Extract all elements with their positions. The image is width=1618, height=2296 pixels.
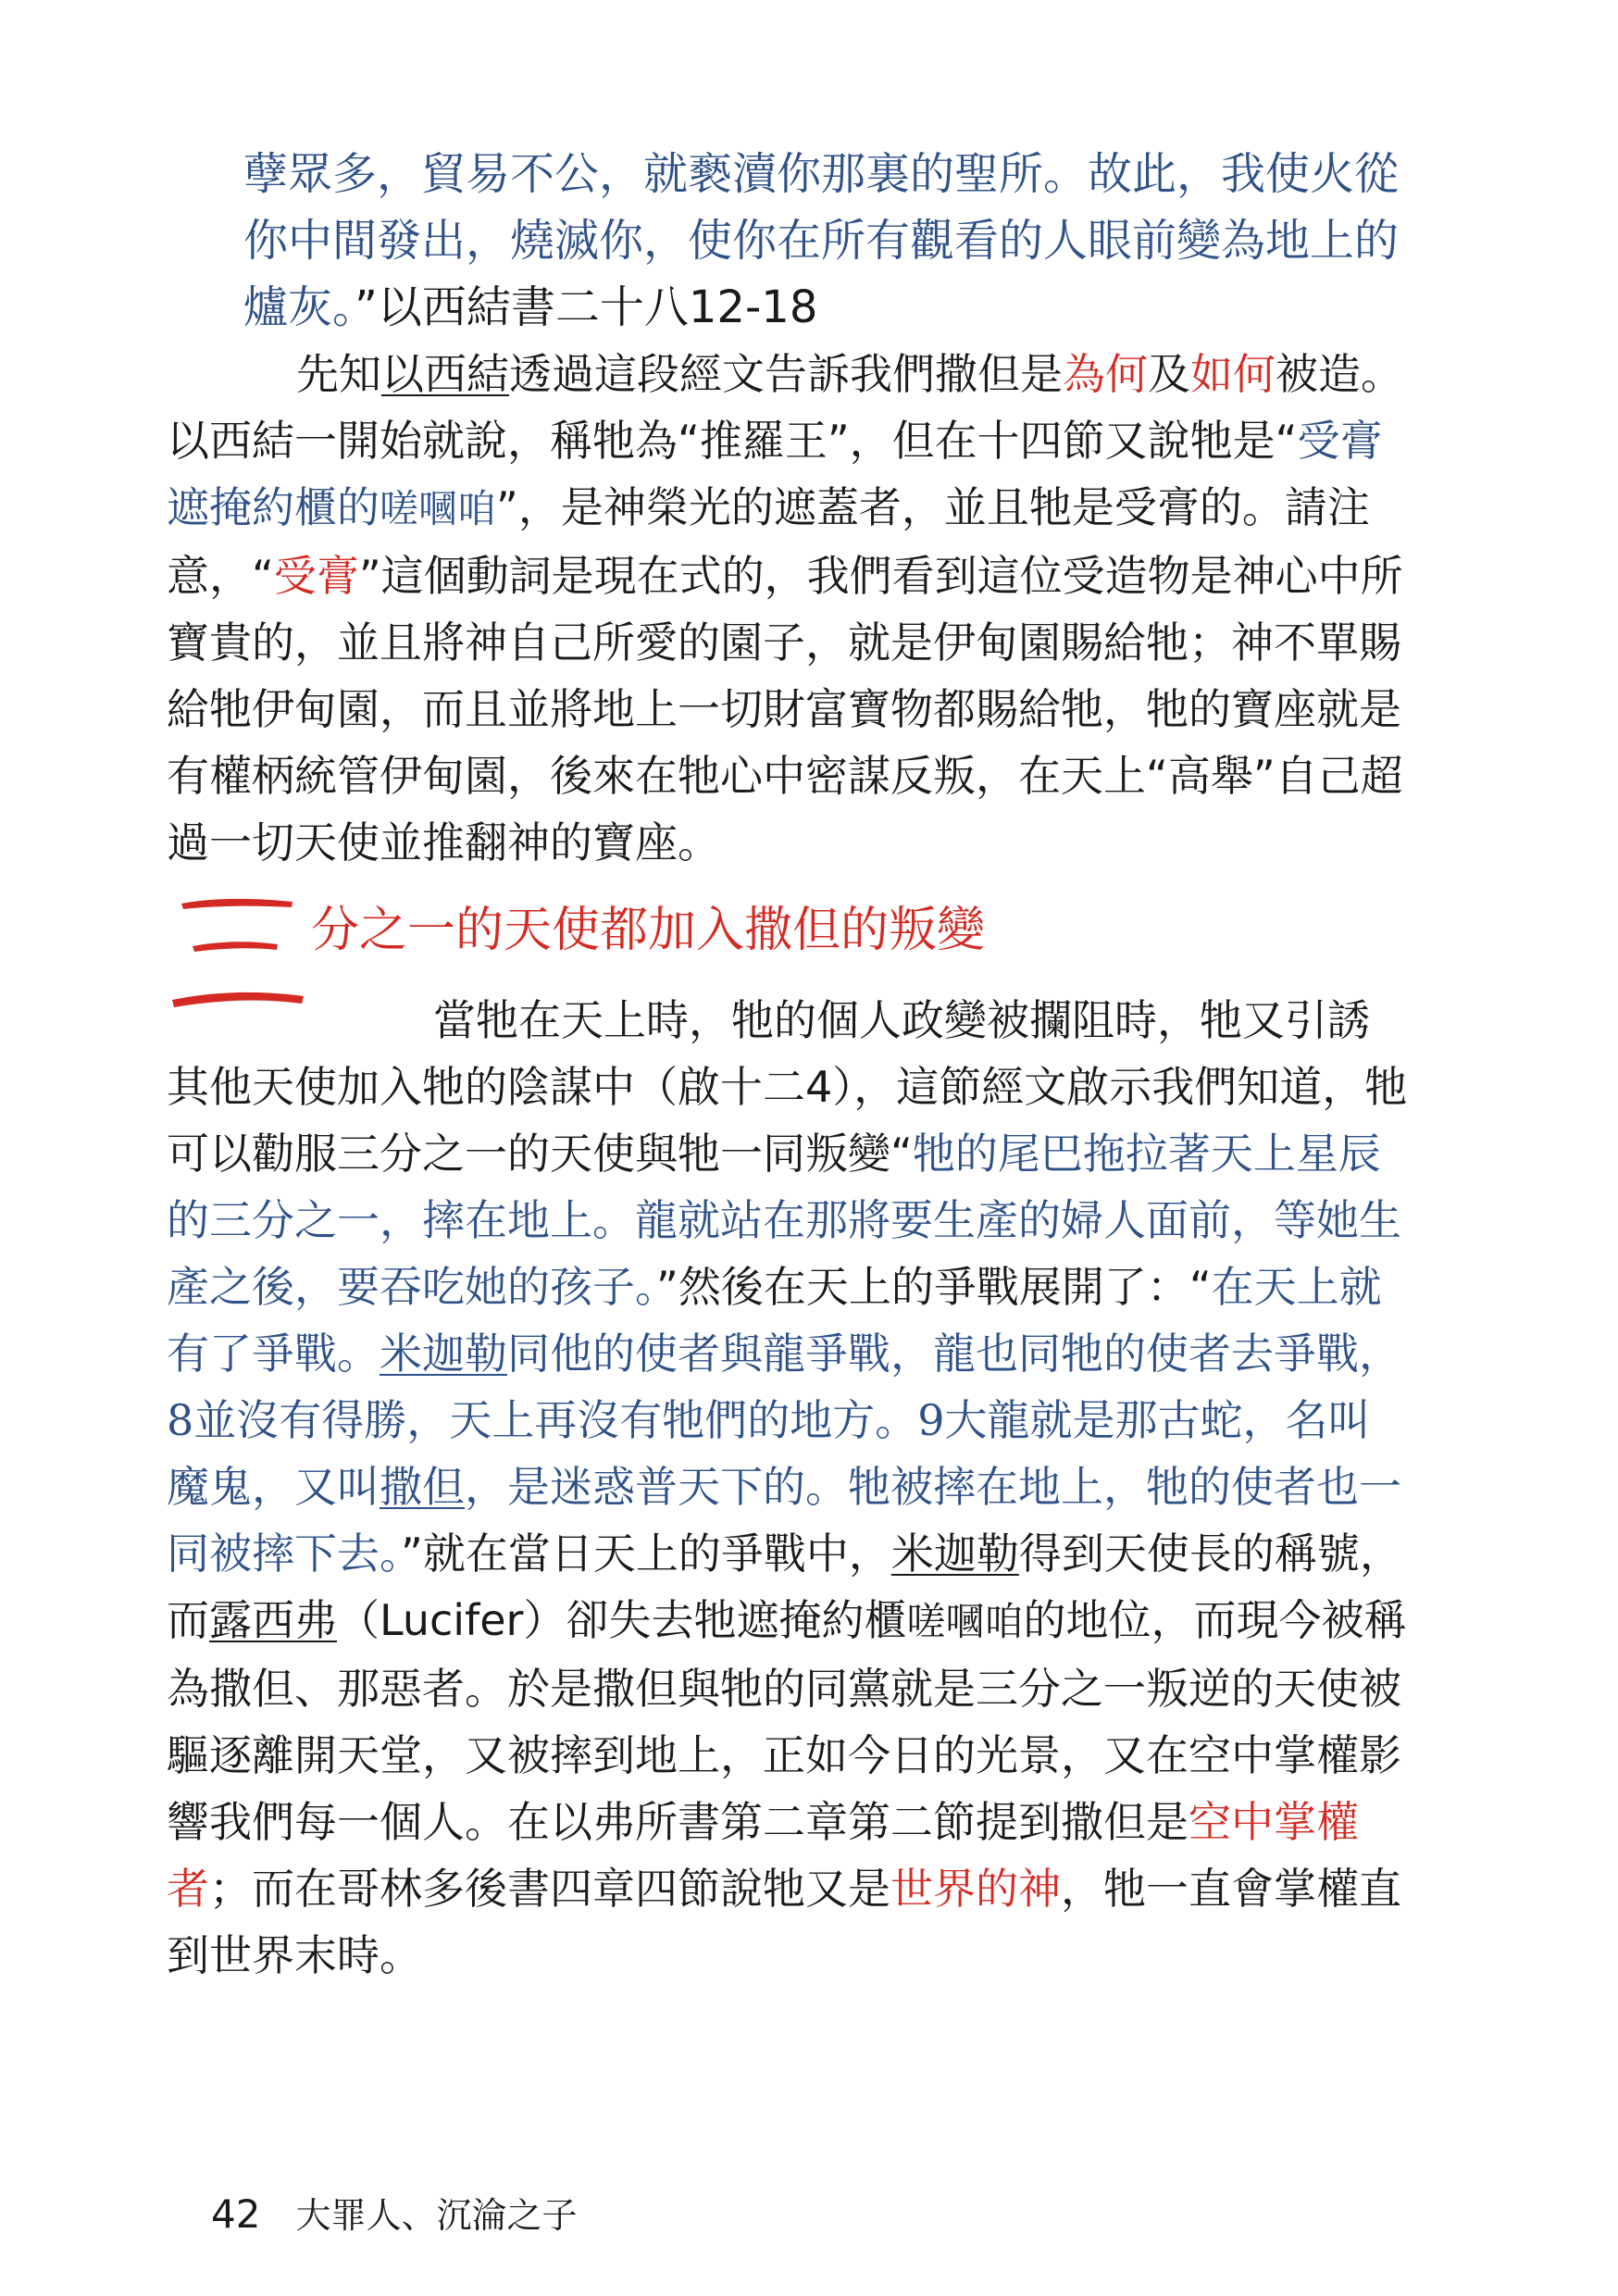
text-run: ；而在哥林多後書四章四節說牠又是 (209, 1864, 890, 1914)
scripture-quote-war: ，是迷惑普天下的。牠被摔在地上，牠的使者也一同被摔下去。 (167, 1462, 1401, 1578)
text-run: 得到天使長的稱號，而 (167, 1529, 1402, 1645)
text-run: 先知 (296, 349, 381, 399)
text-run: 當牠在天上時，牠的個人政變被攔阻時，牠又引誘其他天使加入牠的陰謀中（啟十二4），這節經文啟示我們知道，牠可以勸服三分之一的天使與牠一同叛變“ (167, 995, 1408, 1179)
text-run: 及 (1148, 349, 1190, 399)
scripture-quote-block (243, 141, 1410, 341)
text-run: 的地位，而現今被稱為撒但、那惡者。於是撒但與牠的同黨就是三分之一叛逆的天使被驅逐離開天堂，又被摔到地上，正如今日的光景，又在空中掌權影響我們每一個人。在以弗所書第二章第二節提到撒但是 (167, 1595, 1407, 1847)
highlight-how: 如何 (1190, 349, 1276, 399)
underlined-name-lucifer: 露西弗 (209, 1595, 337, 1645)
text-run: 透過這段經文告訴我們撒但是 (509, 349, 1063, 399)
text-run: ”就在當日天上的爭戰中， (401, 1529, 891, 1578)
page-number: 42 (211, 2191, 261, 2237)
paragraph-rebellion (167, 987, 1410, 1989)
highlight-prince-of-air: 空中掌權者 (167, 1797, 1359, 1914)
text-run: 被造。以西結一開始就說，稱牠為“推羅王”，但在十四節又說牠是“ (167, 349, 1403, 466)
underlined-name-michael: 米迦勒 (890, 1529, 1019, 1578)
quoted-phrase-anointed-cherub: 受膏遮掩約櫃的 (167, 416, 1383, 532)
drop-cap-text: 三 (168, 894, 169, 895)
running-book-title: 大罪人、沉淪之子 (295, 2195, 578, 2236)
quoted-phrase-cherub-word: 嗟嘓咱 (380, 486, 497, 531)
highlight-why: 為何 (1063, 349, 1148, 399)
text-run: ，牠一直會掌權直到世界末時。 (167, 1864, 1401, 1980)
text-run: ”，是神榮光的遮蓋者，並且牠是受膏的。請注意，“ (167, 482, 1370, 601)
text-run: ”這個動詞是現在式的，我們看到這位受造物是神心中所寶貴的，並且將神自己所愛的園子，就是伊甸園賜給牠；神不單賜給牠伊甸園，而且並將地上一切財富寶物都賜給牠，牠的寶座就是有權柄統管伊甸園，後來在牠心中密謀反叛，在天上“高舉”自己超過一切天使並推翻神的寶座。 (167, 551, 1403, 867)
text-run: （Lucifer）卻失去牠遮掩約櫃 (337, 1595, 907, 1645)
highlight-anointed: 受膏 (273, 551, 359, 601)
highlight-god-of-world: 世界的神 (890, 1864, 1061, 1914)
quote-close-mark: ” (355, 281, 378, 333)
scripture-quote-war: 同他的使者與龍爭戰，龍也同牠的使者去爭戰，8並沒有得勝，天上再沒有牠們的地方。9大龍就是那古蛇，名叫魔鬼，又叫 (167, 1329, 1401, 1512)
page-footer (211, 2187, 577, 2239)
section-title: 分之一的天使都加入撒但的叛變 (311, 903, 986, 958)
scripture-quote-text: 孽眾多，貿易不公，就褻瀆你那裏的聖所。故此，我使火從你中間發出，燒滅你，使你在所有觀看的人眼前變為地上的爐灰。 (243, 148, 1400, 333)
text-run: ”然後在天上的爭戰展開了：“ (656, 1262, 1212, 1312)
scripture-quote-revelation: 牠的尾巴拖拉著天上星辰的三分之一，摔在地上。龍就站在那將要生產的婦人面前，等她生產之後，要吞吃她的孩子。 (167, 1129, 1401, 1312)
scripture-quote-war: 在天上就有了爭戰。 (167, 1262, 1382, 1379)
underlined-name-michael: 米迦勒 (380, 1329, 507, 1379)
underlined-name-ezekiel: 以西結 (381, 349, 509, 399)
text-run-cherub: 嗟嘓咱 (906, 1599, 1024, 1644)
paragraph-ezekiel (167, 341, 1410, 876)
underlined-name-satan: 撒但 (380, 1462, 465, 1512)
scripture-reference: 以西結書二十八12-18 (377, 281, 818, 333)
